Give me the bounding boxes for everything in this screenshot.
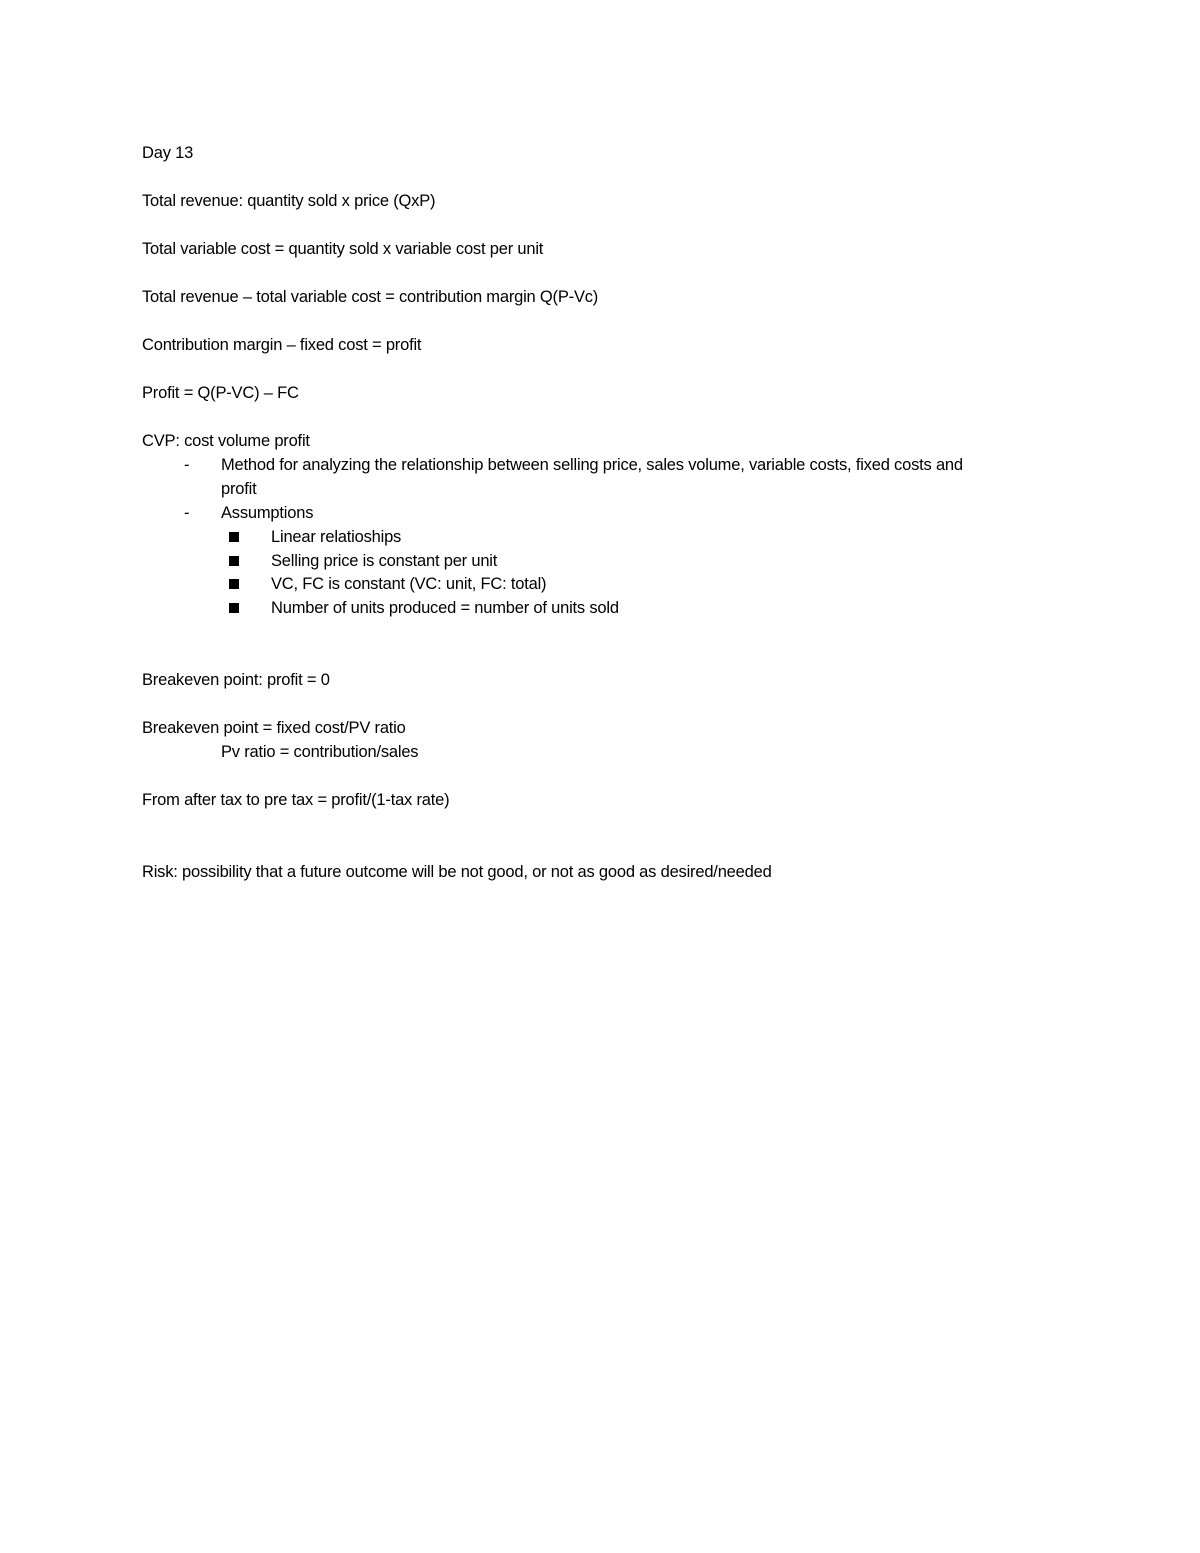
day-heading: Day 13 (142, 144, 194, 162)
cvp-method-line-2: profit (221, 480, 257, 498)
after-tax-line: From after tax to pre tax = profit/(1-tax rate) (142, 791, 450, 809)
breakeven-formula-line: Breakeven point = fixed cost/PV ratio (142, 719, 406, 737)
square-bullet-icon (229, 579, 239, 589)
profit-equation-line: Profit = Q(P-VC) – FC (142, 384, 299, 402)
assumption-item: VC, FC is constant (VC: unit, FC: total) (271, 575, 547, 593)
cvp-heading: CVP: cost volume profit (142, 432, 310, 450)
cvp-method-line-1: Method for analyzing the relationship between selling price, sales volume, variable costs, fixed costs and (221, 456, 963, 474)
total-variable-cost-line: Total variable cost = quantity sold x variable cost per unit (142, 240, 544, 258)
bullet-dash: - (184, 504, 190, 522)
square-bullet-icon (229, 556, 239, 566)
assumptions-heading: Assumptions (221, 504, 314, 522)
assumption-item: Number of units produced = number of units sold (271, 599, 619, 617)
square-bullet-icon (229, 532, 239, 542)
total-revenue-line: Total revenue: quantity sold x price (QxP) (142, 192, 436, 210)
risk-definition-line: Risk: possibility that a future outcome will be not good, or not as good as desired/needed (142, 863, 772, 881)
square-bullet-icon (229, 603, 239, 613)
assumption-item: Linear relatioships (271, 528, 402, 546)
breakeven-definition-line: Breakeven point: profit = 0 (142, 671, 330, 689)
pv-ratio-line: Pv ratio = contribution/sales (221, 743, 419, 761)
profit-definition-line: Contribution margin – fixed cost = profit (142, 336, 422, 354)
assumption-item: Selling price is constant per unit (271, 552, 498, 570)
bullet-dash: - (184, 456, 190, 474)
contribution-margin-line: Total revenue – total variable cost = contribution margin Q(P-Vc) (142, 288, 599, 306)
